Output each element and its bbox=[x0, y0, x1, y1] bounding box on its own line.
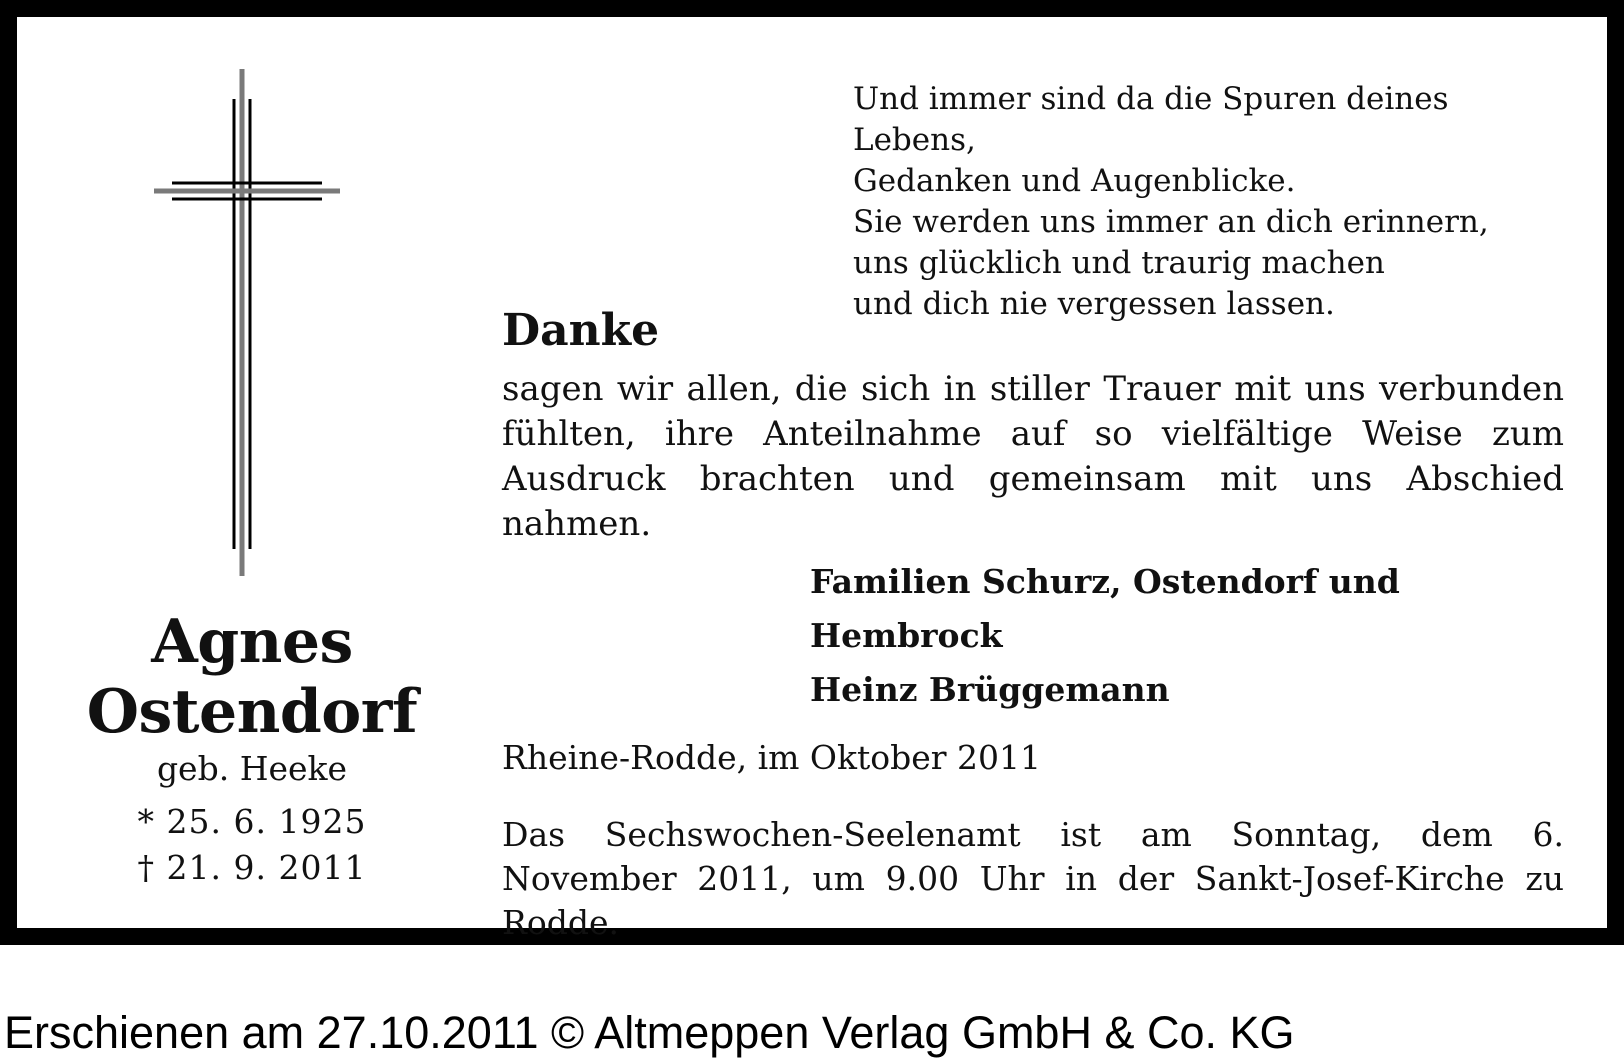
death-date: † 21. 9. 2011 bbox=[137, 848, 367, 887]
deceased-info bbox=[57, 607, 447, 891]
mass-info: Das Sechswochen-Seelenamt ist am Sonntag, dem 6. November 2011, um 9.00 Uhr in der Sankt-Josef-Kirche zu Rodde. bbox=[502, 815, 1564, 942]
life-dates bbox=[57, 799, 447, 891]
poem-line: Gedanken und Augenblicke. bbox=[853, 163, 1296, 199]
place-date: Rheine-Rodde, im Oktober 2011 bbox=[502, 738, 1042, 777]
cross-icon bbox=[154, 69, 340, 576]
first-name: Agnes bbox=[151, 607, 353, 677]
poem-line: Sie werden uns immer an dich erinnern, bbox=[853, 204, 1489, 240]
poem-line: uns glücklich und traurig machen bbox=[853, 245, 1385, 281]
signatories bbox=[810, 555, 1570, 717]
publication-footer: Erschienen am 27.10.2011 © Altmeppen Verlag GmbH & Co. KG bbox=[4, 1007, 1295, 1058]
birth-date: * 25. 6. 1925 bbox=[137, 802, 367, 841]
thanks-text: sagen wir allen, die sich in stiller Trauer mit uns verbunden fühlten, ihre Anteilnahme auf so vielfältige Weise zum Ausdruck brachten und gemeinsam mit uns Abschied nahmen. bbox=[502, 369, 1564, 544]
family-line: Heinz Brüggemann bbox=[810, 670, 1170, 709]
poem bbox=[853, 79, 1573, 325]
last-name: Ostendorf bbox=[86, 677, 418, 747]
poem-line: Und immer sind da die Spuren deines Lebens, bbox=[853, 81, 1449, 158]
maiden-name: geb. Heeke bbox=[156, 749, 348, 788]
family-line: Familien Schurz, Ostendorf und Hembrock bbox=[810, 562, 1400, 655]
thanks-title: Danke bbox=[502, 305, 660, 356]
poem-line: und dich nie vergessen lassen. bbox=[853, 286, 1335, 322]
